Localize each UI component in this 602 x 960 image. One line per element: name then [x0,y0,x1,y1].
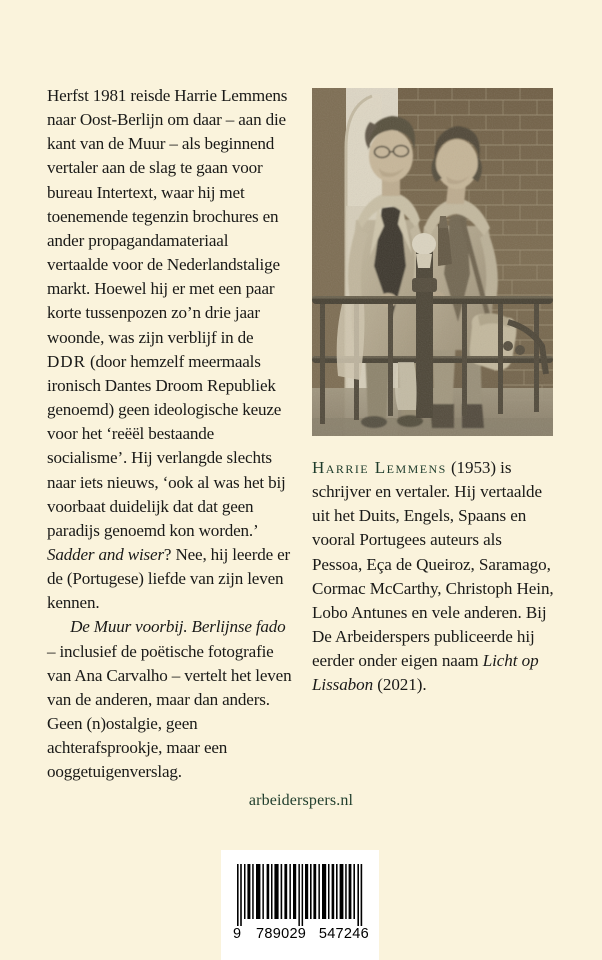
blurb-paragraph-2 [47,615,292,784]
ddr-smallcaps: DDR [47,351,86,371]
publisher-website[interactable]: arbeiderspers.nl [248,792,354,809]
blurb-text-block [47,84,292,785]
earlier-book-title-italic: Licht op Lissabon [312,651,539,695]
author-name: Harrie Lemmens [312,458,447,477]
barcode-lead-digit: 9 [233,926,242,942]
barcode-number [233,926,369,942]
ean13-barcode-svg [235,864,365,926]
barcode-block [221,850,379,960]
author-bio-paragraph [312,456,555,698]
blurb-p2-rest: – inclusief de poëtische fotografie van Ana Carvalho – vertelt het leven van de anderen, maar dan anders. Geen (n)ostalgie, geen achterafsprookje, maar een ooggetuigenverslag. [47,641,292,782]
blurb-p1-part2: (door hemzelf meermaals ironisch Dantes Droom Republiek genoemd) geen ideologische keuze voor het ‘reëël bestaande socialisme’. Hij verlangde slechts naar iets nieuws, ‘ook al was het bij voorbaat duidelijk dat dat geen paradijs genoemd kon worden.’ [47,351,286,540]
photograph-image [312,88,553,436]
sadder-and-wiser-italic: Sadder and wiser [47,544,164,564]
author-photograph [312,88,553,436]
bio-text-part1: (1953) is schrijver en vertaler. Hij vertaalde uit het Duits, Engels, Spaans en vooral Portugees auteurs als Pessoa, Eça de Queiroz, Saramago, Cormac McCarthy, Christoph Hein, Lobo Antunes en vele anderen. Bij De Arbeiderspers publiceerde hij eerder onder eigen naam [312,458,554,671]
blurb-paragraph-1 [47,84,292,615]
blurb-p1-part1: Herfst 1981 reisde Harrie Lemmens naar Oost-Berlijn om daar – aan die kant van de Muur – als beginnend vertaler aan de slag te gaan voor bureau Intertext, waar hij met toenemende tegenzin brochures en ander propagandamateriaal vertaalde voor de Nederlandstalige markt. Hoewel hij er met een paar korte tussenpozen zo’n drie jaar woonde, was zijn verblijf in de [47,86,288,347]
barcode-bars [235,864,365,926]
author-bio-block [312,456,555,698]
barcode-left-group: 789029 [256,926,307,942]
blurb-p1-part3: ? Nee, hij leerde er de (Portugese) liefde van zijn leven kennen. [47,544,291,613]
barcode-right-group: 547246 [318,926,369,942]
book-title-italic: De Muur voorbij. Berlijnse fado [70,617,286,637]
bio-text-part2: (2021). [373,675,427,695]
